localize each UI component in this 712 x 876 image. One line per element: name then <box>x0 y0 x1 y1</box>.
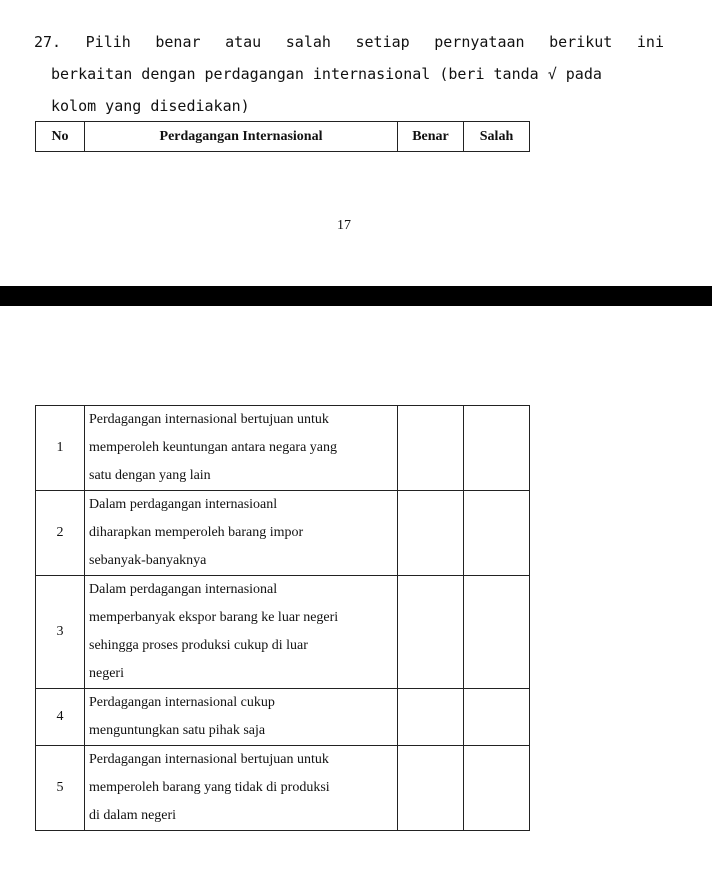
benar-checkbox-cell[interactable] <box>398 746 464 831</box>
answer-table <box>35 405 530 831</box>
statement-line: sebanyak-banyaknya <box>89 553 207 568</box>
benar-checkbox-cell[interactable] <box>398 406 464 491</box>
statement-line: memperbanyak ekspor barang ke luar negeri <box>89 610 339 625</box>
statement-line: Perdagangan internasional cukup <box>89 695 275 710</box>
table-row <box>36 576 530 689</box>
statement-line: Perdagangan internasional bertujuan untuk <box>89 412 329 427</box>
question-27 <box>34 26 664 122</box>
page-divider-bar <box>0 286 712 306</box>
benar-checkbox-cell[interactable] <box>398 576 464 689</box>
statement-line: memperoleh barang yang tidak di produksi <box>89 780 330 795</box>
table-row <box>36 406 530 491</box>
row-number: 2 <box>36 491 85 576</box>
question-word: salah <box>285 33 331 51</box>
statement-line: sehingga proses produksi cukup di luar <box>89 638 308 653</box>
row-statement <box>85 689 398 746</box>
answer-table-header <box>35 121 530 152</box>
question-word: benar <box>155 33 201 51</box>
row-number: 1 <box>36 406 85 491</box>
table-row <box>36 689 530 746</box>
salah-checkbox-cell[interactable] <box>464 576 530 689</box>
statement-line: Dalam perdagangan internasioanl <box>89 497 278 512</box>
row-statement <box>85 746 398 831</box>
question-word: ini <box>636 33 664 51</box>
statement-line: di dalam negeri <box>89 808 177 823</box>
question-line-1 <box>34 26 664 58</box>
row-statement <box>85 406 398 491</box>
statement-line: memperoleh keuntungan antara negara yang <box>89 440 338 455</box>
row-number: 3 <box>36 576 85 689</box>
question-word: setiap <box>355 33 410 51</box>
row-number: 4 <box>36 689 85 746</box>
answer-table-body <box>36 406 530 831</box>
page-number: 17 <box>337 218 351 233</box>
question-word: pernyataan <box>434 33 525 51</box>
header-no: No <box>36 122 85 152</box>
row-statement <box>85 576 398 689</box>
statement-line: Perdagangan internasional bertujuan untuk <box>89 752 329 767</box>
question-word: atau <box>225 33 262 51</box>
salah-checkbox-cell[interactable] <box>464 406 530 491</box>
row-statement <box>85 491 398 576</box>
header-benar: Benar <box>398 122 464 152</box>
question-word: berikut <box>549 33 613 51</box>
salah-checkbox-cell[interactable] <box>464 746 530 831</box>
statement-line: diharapkan memperoleh barang impor <box>89 525 304 540</box>
question-number: 27. <box>34 33 62 51</box>
header-statement: Perdagangan Internasional <box>85 122 398 152</box>
table-row <box>36 746 530 831</box>
statement-line: satu dengan yang lain <box>89 468 211 483</box>
statement-line: Dalam perdagangan internasional <box>89 582 278 597</box>
header-salah: Salah <box>464 122 530 152</box>
row-number: 5 <box>36 746 85 831</box>
statement-line: menguntungkan satu pihak saja <box>89 723 266 738</box>
benar-checkbox-cell[interactable] <box>398 689 464 746</box>
salah-checkbox-cell[interactable] <box>464 491 530 576</box>
benar-checkbox-cell[interactable] <box>398 491 464 576</box>
question-line-3: kolom yang disediakan) <box>51 97 250 115</box>
table-row <box>36 491 530 576</box>
salah-checkbox-cell[interactable] <box>464 689 530 746</box>
statement-line: negeri <box>89 666 124 681</box>
question-line-2: berkaitan dengan perdagangan internasional (beri tanda √ pada <box>51 65 602 83</box>
question-word: Pilih <box>85 33 131 51</box>
